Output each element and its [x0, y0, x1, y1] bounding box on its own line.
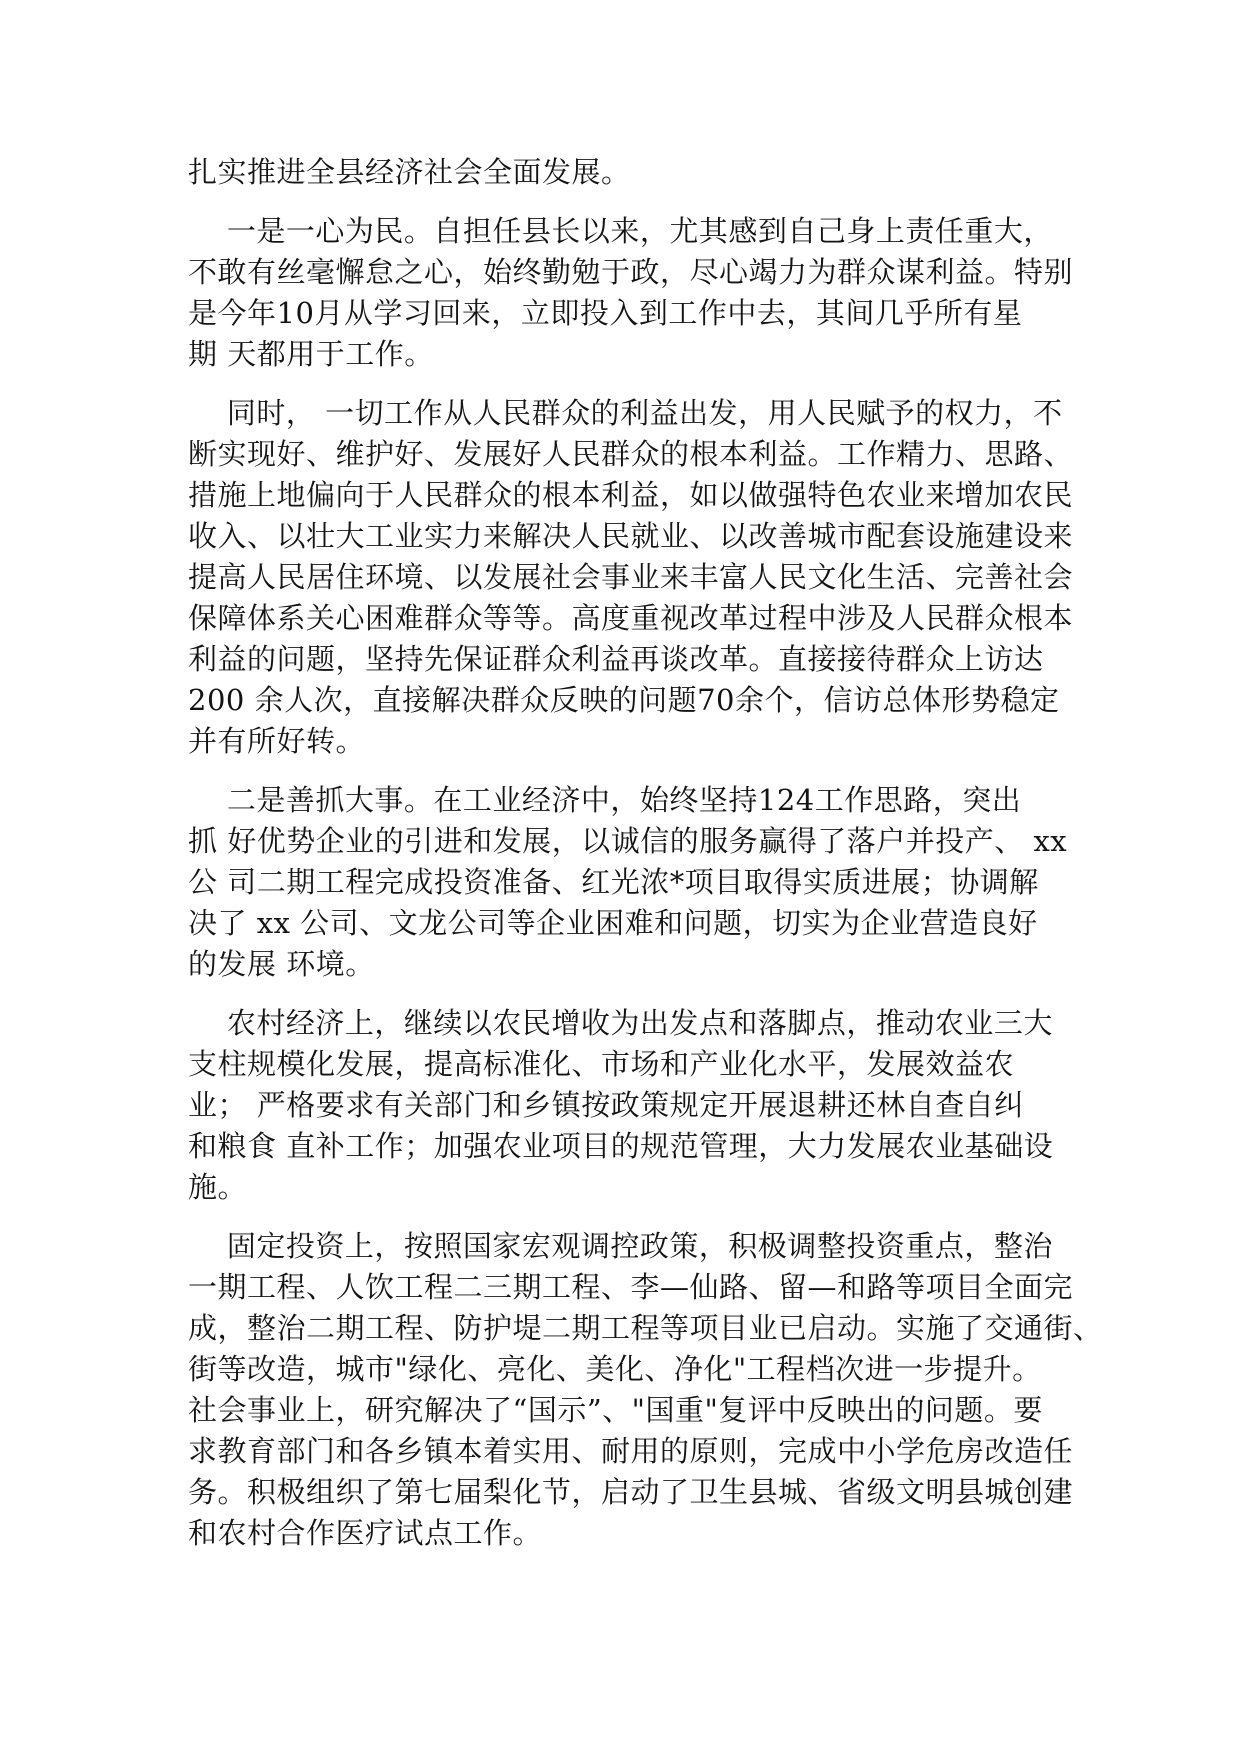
text-line: 一是一心为民。自担任县长以来，尤其感到自己身上责任重大，	[188, 214, 1053, 248]
text-line: 同时， 一切工作从人民群众的利益出发，用人民赋予的权力，不	[188, 396, 1063, 430]
text-line: 施。	[188, 1170, 248, 1204]
text-line: 二是善抓大事。在工业经济中，始终坚持124工作思路，突出	[188, 783, 1022, 817]
text-line: 不敢有丝毫懈怠之心，始终勤勉于政，尽心竭力为群众谋利益。特别	[188, 255, 1074, 289]
text-line: 是今年10月从学习回来，立即投入到工作中去，其间几乎所有星	[188, 296, 1023, 330]
text-line: 公 司二期工程完成投资准备、红光浓*项目取得实质进展；协调解	[188, 865, 1039, 899]
paragraph-major-affairs	[188, 780, 1068, 985]
document-body	[188, 152, 1103, 1554]
text-line: 保障体系关心困难群众等等。高度重视改革过程中涉及人民群众根本	[188, 601, 1074, 635]
text-line: 抓 好优势企业的引进和发展，以诚信的服务赢得了落户并投产、 xx	[188, 824, 1068, 858]
text-line: 期 天都用于工作。	[188, 337, 434, 371]
text-line: 固定投资上，按照国家宏观调控政策，积极调整投资重点，整治	[188, 1229, 1053, 1263]
text-line: 和农村合作医疗试点工作。	[188, 1516, 543, 1550]
text-line: 断实现好、维护好、发展好人民群众的根本利益。工作精力、思路、	[188, 437, 1074, 471]
text-line: 成，整治二期工程、防护堤二期工程等项目业已启动。实施了交通街、	[188, 1311, 1103, 1345]
paragraph-continuation	[188, 152, 1068, 193]
text-line: 措施上地偏向于人民群众的根本利益，如以做强特色农业来增加农民	[188, 478, 1074, 512]
text-line: 收入、以壮大工业实力来解决人民就业、以改善城市配套设施建设来	[188, 519, 1074, 553]
text-line: 利益的问题，坚持先保证群众利益再谈改革。直接接待群众上访达	[188, 642, 1044, 676]
text-line: 和粮食 直补工作；加强农业项目的规范管理，大力发展农业基础设	[188, 1129, 1054, 1163]
paragraph-serving-the-people	[188, 211, 1074, 375]
text-line: 社会事业上，研究解决了“国示”、"国重"复评中反映出的问题。要	[188, 1393, 1043, 1427]
text-line: 扎实推进全县经济社会全面发展。	[188, 155, 631, 189]
paragraph-fixed-investment	[188, 1226, 1103, 1554]
paragraph-rural-economy	[188, 1003, 1068, 1208]
text-line: 支柱规模化发展，提高标准化、市场和产业化水平，发展效益农	[188, 1047, 1015, 1081]
text-line: 决了 xx 公司、文龙公司等企业困难和问题，切实为企业营造良好	[188, 906, 1038, 940]
text-line: 求教育部门和各乡镇本着实用、耐用的原则，完成中小学危房改造任	[188, 1434, 1074, 1468]
paragraph-people-interests	[188, 393, 1074, 762]
text-line: 提高人民居住环境、以发展社会事业来丰富人民文化生活、完善社会	[188, 560, 1074, 594]
text-line: 的发展 环境。	[188, 947, 375, 981]
text-line: 200 余人次，直接解决群众反映的问题70余个，信访总体形势稳定	[188, 683, 1060, 717]
text-line: 农村经济上，继续以农民增收为出发点和落脚点，推动农业三大	[188, 1006, 1053, 1040]
text-line: 一期工程、人饮工程二三期工程、李—仙路、留—和路等项目全面完	[188, 1270, 1074, 1304]
text-line: 务。积极组织了第七届梨化节，启动了卫生县城、省级文明县城创建	[188, 1475, 1074, 1509]
text-line: 街等改造，城市"绿化、亮化、美化、净化"工程档次进一步提升。	[188, 1352, 1042, 1386]
text-line: 并有所好转。	[188, 724, 366, 758]
text-line: 业； 严格要求有关部门和乡镇按政策规定开展退耕还林自查自纠	[188, 1088, 1024, 1122]
